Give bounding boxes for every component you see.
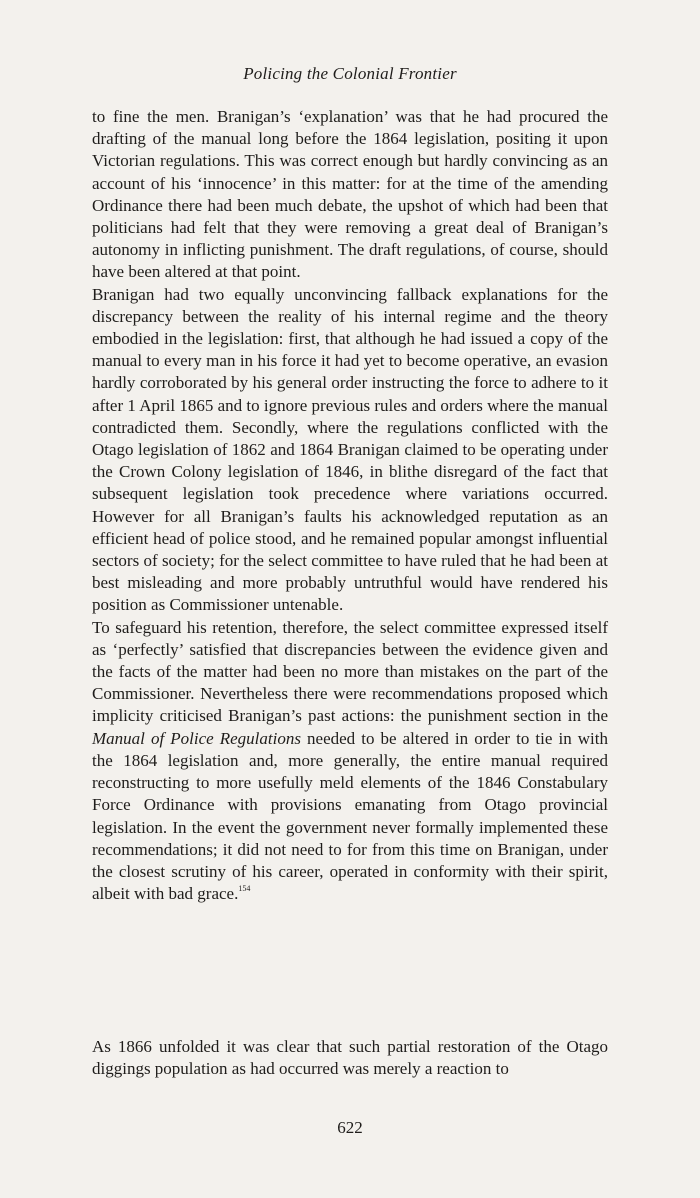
page-number: 622 — [337, 1118, 363, 1137]
next-section — [92, 1036, 608, 1080]
paragraph-2: Branigan had two equally unconvincing fallback explanations for the discrepancy between the reality of his internal regime and the theory embodied in the legislation: first, that although he had issued a copy of the manual to every man in his force it had yet to become operative, an evasion hardly corroborated by his general order instructing the force to adhere to it after 1 April 1865 and to ignore previous rules and orders where the manual contradicted them. Secondly, where the regulations conflicted with the Otago legislation of 1862 and 1864 Branigan claimed to be operating under the Crown Colony legislation of 1846, in blithe disregard of the fact that subsequent legislation took precedence where variations occurred. However for all Branigan’s faults his acknowledged reputation as an efficient head of police stood, and he remained popular amongst influential sectors of society; for the select committee to have ruled that he had been at best misleading and more probably untruthful would have rendered his position as Commissioner untenable. — [92, 284, 608, 615]
paragraph-3 — [92, 617, 608, 906]
paragraph-3-text-b: needed to be altered in order to tie in with the 1864 legislation and, more generally, the entire manual required reconstructing to more usefully meld elements of the 1846 Constabulary Force Ordinance with provisions emanating from Otago provincial legislation. In the event the government never formally implemented these recommendations; it did not need to for from this time on Branigan, under the closest scrutiny of his career, operated in conformity with their spirit, albeit with bad grace. — [92, 728, 609, 904]
footnote-marker: 154 — [238, 884, 251, 894]
paragraph-4: As 1866 unfolded it was clear that such partial restoration of the Otago diggings population as had occurred was merely a reaction to — [92, 1037, 608, 1079]
paragraph-1: to fine the men. Branigan’s ‘explanation’ was that he had procured the drafting of the manual long before the 1864 legislation, positing it upon Victorian regulations. This was correct enough but hardly convincing as an account of his ‘innocence’ in this matter: for at the time of the amending Ordinance there had been much debate, the upshot of which had been that politicians had felt that they were removing a great deal of Branigan’s autonomy in inflicting punishment. The draft regulations, of course, should have been altered at that point. — [92, 107, 608, 282]
manual-title: Manual of Police Regulations — [92, 728, 301, 748]
body-text — [92, 106, 608, 905]
running-head: Policing the Colonial Frontier — [243, 64, 457, 83]
paragraph-3-text-a: To safeguard his retention, therefore, the select committee expressed itself as ‘perfectly’ satisfied that discrepancies between the evidence given and the facts of the matter had been no more than mistakes on the part of the Commissioner. Nevertheless there were recommendations proposed which implicity criticised Branigan’s past actions: the punishment section in the — [92, 617, 608, 726]
